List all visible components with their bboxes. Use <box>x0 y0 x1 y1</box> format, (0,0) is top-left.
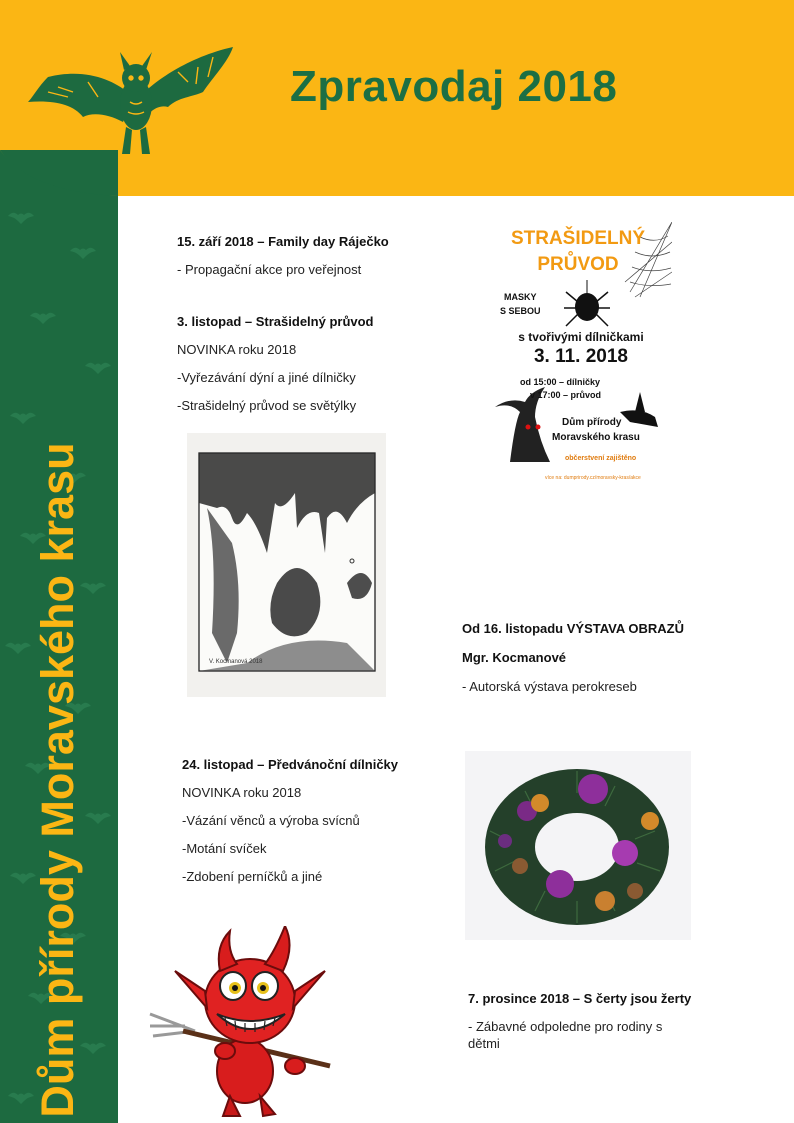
event-3-line-1: - Autorská výstava perokreseb <box>462 679 637 694</box>
page-title: Zpravodaj 2018 <box>290 62 618 111</box>
event-2-heading: 3. listopad – Strašidelný průvod <box>177 314 374 329</box>
pen-drawing-image <box>187 433 386 697</box>
sidebar <box>0 150 118 1123</box>
poster-web: více na: dumprirody.cz/moravsky-kras/akce <box>545 475 641 481</box>
cave-drawing <box>187 433 386 697</box>
event-1-line-1: - Propagační akce pro veřejnost <box>177 262 362 277</box>
advent-wreath-image <box>465 751 691 940</box>
poster-time-1: od 15:00 – dílničky <box>520 377 601 387</box>
poster-title-1: STRAŠIDELNÝ <box>510 228 646 249</box>
poster-date: 3. 11. 2018 <box>533 346 629 367</box>
event-4-line-2: -Vázání věnců a výroba svícnů <box>182 813 360 828</box>
event-2-line-1: NOVINKA roku 2018 <box>177 342 297 357</box>
event-5-line-1: - Zábavné odpoledne pro rodiny s <box>468 1019 663 1034</box>
advent-wreath <box>465 751 691 940</box>
event-4-heading: 24. listopad – Předvánoční dílničky <box>182 757 399 772</box>
devil-illustration <box>145 926 335 1120</box>
poster-place-2: Moravského krasu <box>552 432 640 443</box>
poster-time-2: v 17:00 – průvod <box>530 390 602 400</box>
poster-refresh: občerstvení zajištěno <box>565 455 637 462</box>
event-5-line-2: dětmi <box>468 1036 500 1051</box>
sidebar-title: Dům přírody Moravského krasu <box>32 442 83 1118</box>
bat-logo <box>28 42 238 157</box>
halloween-poster <box>490 222 672 487</box>
poster-title-2: PRŮVOD <box>537 254 619 275</box>
event-3-heading: Od 16. listopadu VÝSTAVA OBRAZŮ <box>462 621 684 636</box>
header-curve-green <box>0 150 118 200</box>
poster-masky-1: MASKY <box>504 292 537 302</box>
event-4-line-4: -Zdobení perníčků a jiné <box>182 869 323 884</box>
event-2-line-3: -Strašidelný průvod se světýlky <box>177 398 357 413</box>
event-4-line-1: NOVINKA roku 2018 <box>182 785 302 800</box>
event-3-heading-2: Mgr. Kocmanové <box>462 650 567 665</box>
event-5-heading: 7. prosince 2018 – S čerty jsou žerty <box>468 991 692 1006</box>
drawing-signature: V. Kocmanová 2018 <box>209 659 263 665</box>
poster-masky-2: S SEBOU <box>500 306 541 316</box>
poster-place-1: Dům přírody <box>562 417 622 428</box>
event-2-line-2: -Vyřezávání dýní a jiné dílničky <box>177 370 356 385</box>
event-1-heading: 15. září 2018 – Family day Ráječko <box>177 234 389 249</box>
event-4-line-3: -Motání svíček <box>182 841 267 856</box>
poster-subtitle: s tvořivými dílničkami <box>518 330 644 344</box>
